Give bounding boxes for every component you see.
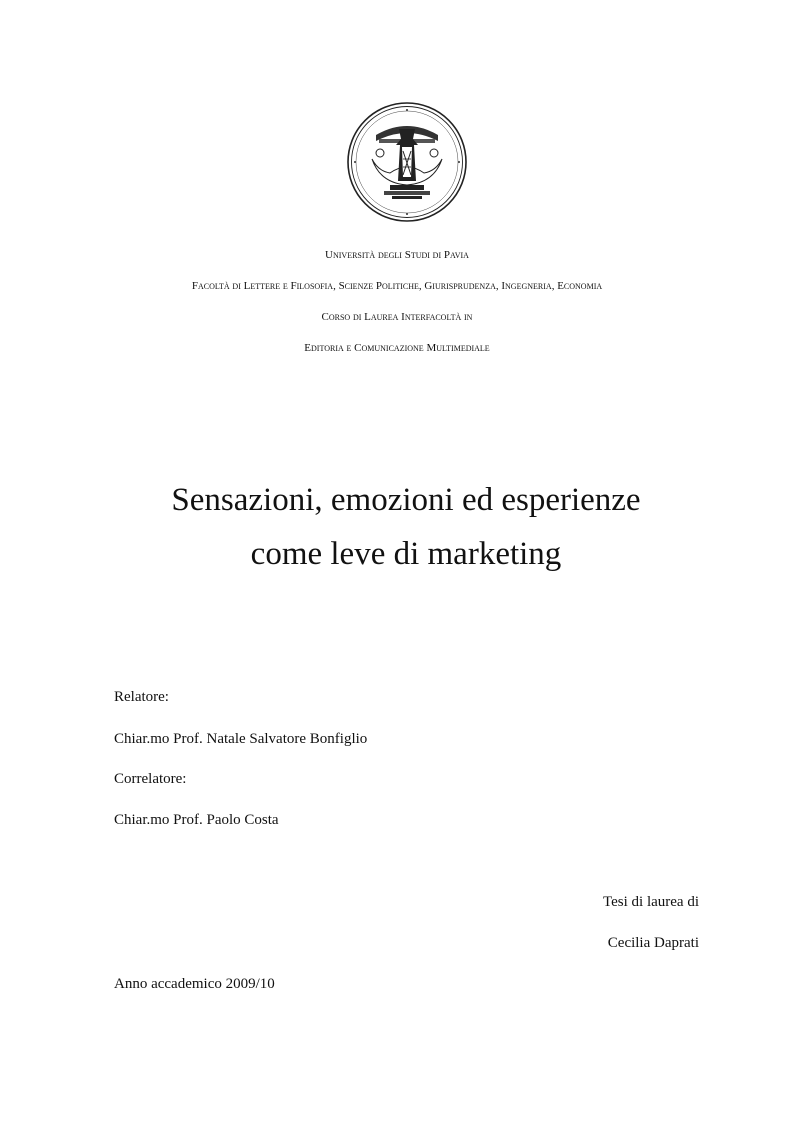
university-name: Università degli Studi di Pavia (325, 249, 469, 261)
thesis-label: Tesi di laurea di (603, 894, 699, 910)
correlatore-label: Correlatore: (114, 771, 187, 787)
course-line-1: Corso di Laurea Interfacoltà in (321, 311, 473, 323)
correlatore-name: Chiar.mo Prof. Paolo Costa (114, 812, 279, 828)
relatore-label: Relatore: (114, 689, 169, 705)
course-line-2: Editoria e Comunicazione Multimediale (304, 342, 490, 354)
thesis-title-line-1: Sensazioni, emozioni ed esperienze (171, 482, 641, 518)
academic-year: Anno accademico 2009/10 (114, 976, 275, 992)
thesis-title-line-2: come leve di marketing (250, 536, 562, 572)
author-name: Cecilia Daprati (607, 935, 699, 951)
relatore-name: Chiar.mo Prof. Natale Salvatore Bonfiglio (114, 731, 368, 747)
university-seal-icon (346, 101, 468, 223)
faculty-list: Facoltà di Lettere e Filosofia, Scienze Politiche, Giurisprudenza, Ingegneria, Economia (191, 280, 603, 292)
